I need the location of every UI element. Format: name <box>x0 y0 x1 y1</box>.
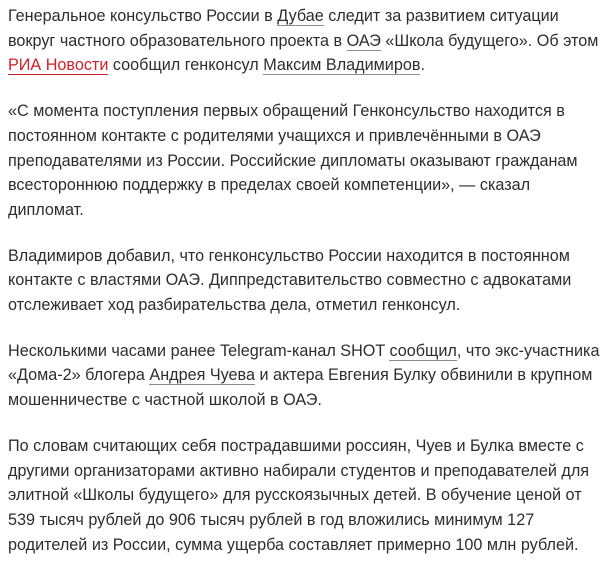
paragraph-5: По словам считающих себя пострадавшими россиян, Чуев и Булка вместе с другими организаторами активно набирали студентов и преподавателей для элитной «Школы будущего» для русскоязычных детей. В обучение ценой от 539 тысяч рублей до 906 тысяч рублей в год вложились минимум 127 родителей из России, сумма ущерба составляет примерно 100 млн рублей. <box>8 436 590 554</box>
p4-text-2: , что экс-участника «Дома-2» блогера <box>8 341 600 385</box>
link-reported[interactable]: сообщил <box>389 341 457 360</box>
article-body <box>8 4 608 557</box>
p4-text-3: и актера Евгения Булку обвинили в крупном мошенничестве с частной школой в ОАЭ. <box>8 366 593 410</box>
p1-text-1: Генеральное консульство России в <box>8 7 278 25</box>
link-andrey-chuev[interactable]: Андрея Чуева <box>149 366 255 385</box>
paragraph-2-quote: «С момента поступления первых обращений Генконсульство находится в постоянном контакте с родителями учащихся и привлечёнными в ОАЭ преподавателями из России. Российские дипломаты оказывают гражданам всестороннюю поддержку в пределах своей компетенции», — сказал дипломат. <box>8 102 578 219</box>
link-dubai[interactable]: Дубае <box>277 7 324 25</box>
paragraph-3: Владимиров добавил, что генконсульство России находится в постоянном контакте с властями ОАЭ. Диппредставительство совместно с адвокатами отслеживает ход разбирательства дела, отметил генконсул. <box>8 246 572 315</box>
p1-text-2: следит за развитием ситуации вокруг частного образовательного проекта в <box>8 7 559 50</box>
paragraph-1 <box>8 4 608 78</box>
link-maxim-vladimirov[interactable]: Максим Владимиров <box>263 56 421 75</box>
link-uae[interactable]: ОАЭ <box>346 31 381 50</box>
paragraph-4 <box>8 339 608 413</box>
p1-text-5: . <box>420 56 425 75</box>
p1-text-4: сообщил генконсул <box>108 56 264 75</box>
p1-text-3: «Школа будущего». Об этом <box>380 31 599 50</box>
p4-text-1: Несколькими часами ранее Telegram-канал SHOT <box>8 341 390 360</box>
link-ria-novosti[interactable]: РИА Новости <box>8 56 109 75</box>
